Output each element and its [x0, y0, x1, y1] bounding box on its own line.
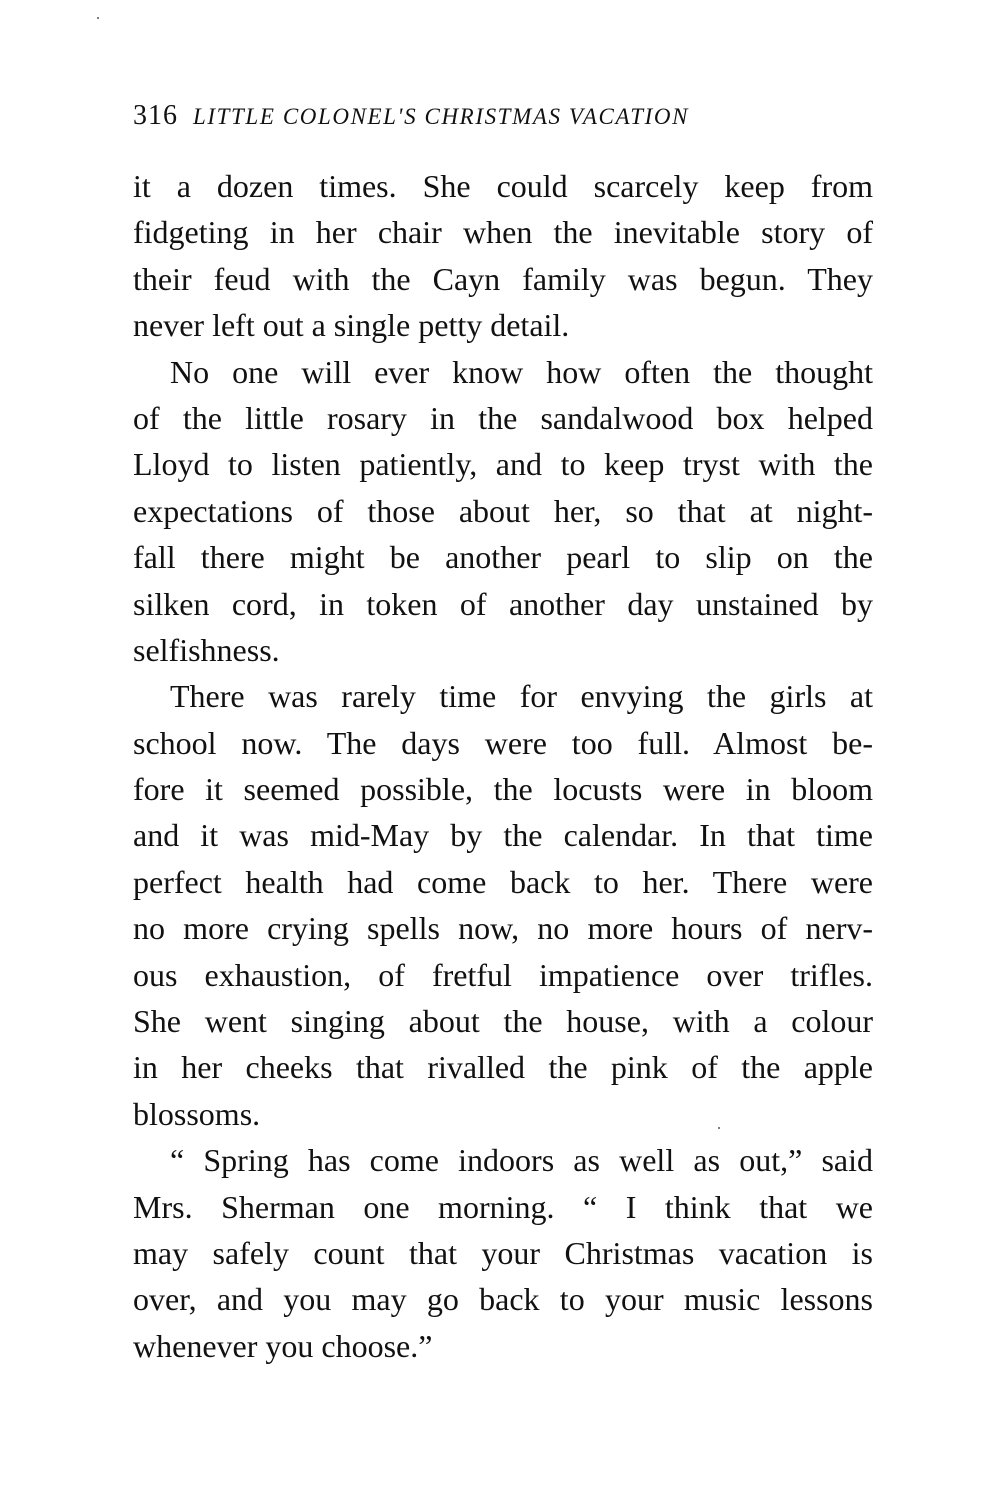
text-line: in her cheeks that rivalled the pink of the apple — [133, 1049, 873, 1086]
text-line: perfect health had come back to her. There were — [133, 863, 873, 900]
page-number: 316 — [133, 100, 178, 131]
text-line: may safely count that your Christmas vacation is — [133, 1234, 873, 1271]
text-line: fore it seemed possible, the locusts were in bloom — [133, 771, 873, 808]
text-line: blossoms. — [133, 1095, 261, 1132]
running-header — [133, 96, 873, 137]
paragraph — [133, 349, 873, 674]
text-line: “ Spring has come indoors as well as out,” said — [170, 1142, 873, 1179]
paragraph — [133, 1137, 873, 1369]
text-line: of the little rosary in the sandalwood box helped — [133, 399, 873, 436]
text-line: no more crying spells now, no more hours of nerv- — [133, 910, 873, 947]
text-line: silken cord, in token of another day unstained by — [133, 585, 873, 622]
text-line: fidgeting in her chair when the inevitable story of — [133, 214, 873, 251]
text-line: and it was mid-May by the calendar. In that time — [133, 817, 873, 854]
text-line: it a dozen times. She could scarcely keep from — [133, 168, 873, 204]
text-line: Lloyd to listen patiently, and to keep tryst with the — [133, 446, 873, 483]
running-title: LITTLE COLONEL'S CHRISTMAS VACATION — [193, 104, 690, 129]
text-line: There was rarely time for envying the girls at — [170, 678, 873, 715]
text-line: whenever you choose.” — [133, 1327, 433, 1364]
text-line: expectations of those about her, so that at night- — [133, 492, 873, 529]
paragraph — [133, 163, 873, 349]
text-line: fall there might be another pearl to slip on the — [133, 539, 873, 576]
text-line: never left out a single petty detail. — [133, 307, 570, 344]
body-text — [133, 163, 873, 1369]
paragraph — [133, 673, 873, 1137]
text-line: She went singing about the house, with a colour — [133, 1003, 873, 1040]
text-line: ous exhaustion, of fretful impatience over trifles. — [133, 956, 873, 993]
text-line: over, and you may go back to your music lessons — [133, 1281, 873, 1318]
text-line: Mrs. Sherman one morning. “ I think that we — [133, 1188, 873, 1225]
text-line: their feud with the Cayn family was begun. They — [133, 260, 873, 297]
text-line: selfishness. — [133, 631, 280, 668]
print-speck — [97, 17, 99, 19]
text-line: school now. The days were too full. Almost be- — [133, 724, 873, 761]
text-line: No one will ever know how often the thought — [170, 353, 873, 390]
